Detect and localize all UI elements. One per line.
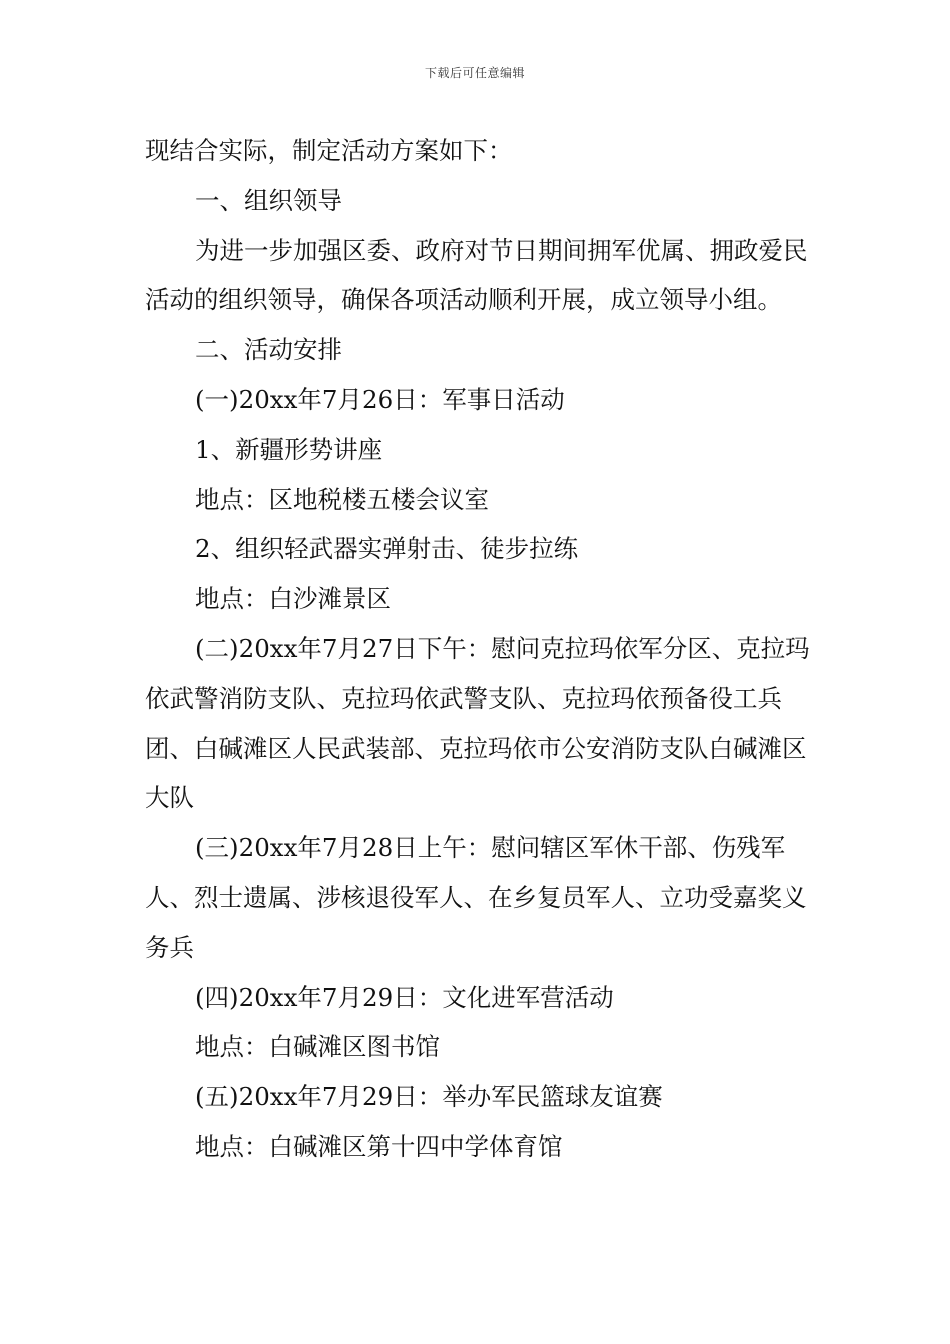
section-heading-activities: 二、活动安排 (195, 335, 342, 365)
section-heading-organization: 一、组织领导 (195, 185, 342, 215)
activity-item-2: (二)20xx年7月27日下午：慰问克拉玛依军分区、克拉玛依武警消防支队、克拉玛依武警支队、克拉玛依预备役工兵团、白碱滩区人民武装部、克拉玛依市公安消防支队白碱滩区大队 (145, 633, 810, 813)
page-header: 下载后可任意编辑 (424, 66, 525, 80)
sub-item-shooting: 2、组织轻武器实弹射击、徒步拉练 (195, 534, 579, 564)
location-shooting: 地点：白沙滩景区 (195, 584, 391, 614)
activity-item-1: (一)20xx年7月26日：军事日活动 (195, 384, 565, 414)
location-gym: 地点：白碱滩区第十四中学体育馆 (195, 1131, 563, 1161)
location-lecture: 地点：区地税楼五楼会议室 (195, 484, 489, 514)
document-body (145, 126, 810, 1172)
location-library: 地点：白碱滩区图书馆 (195, 1032, 440, 1062)
sub-item-lecture: 1、新疆形势讲座 (195, 434, 383, 464)
activity-item-4: (四)20xx年7月29日：文化进军营活动 (195, 982, 614, 1012)
activity-item-5: (五)20xx年7月29日：举办军民篮球友谊赛 (195, 1082, 663, 1112)
paragraph-organization: 为进一步加强区委、政府对节日期间拥军优属、拥政爱民活动的组织领导，确保各项活动顺利开展，成立领导小组。 (145, 235, 808, 315)
paragraph-intro: 现结合实际，制定活动方案如下： (145, 136, 513, 165)
activity-item-3: (三)20xx年7月28日上午：慰问辖区军休干部、伤残军人、烈士遗属、涉核退役军人、在乡复员军人、立功受嘉奖义务兵 (145, 833, 807, 962)
